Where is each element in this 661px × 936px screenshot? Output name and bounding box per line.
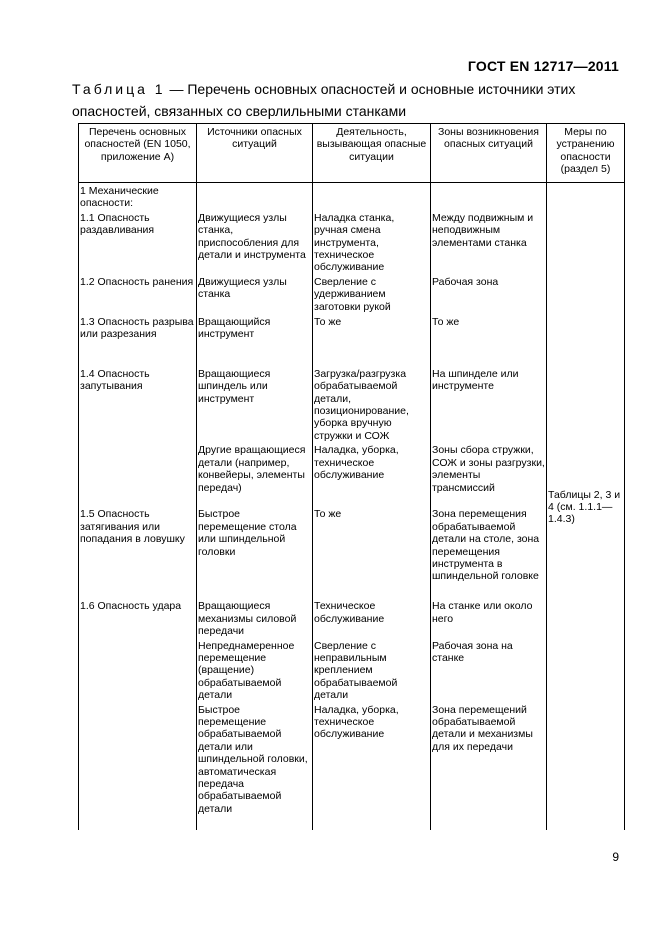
table-row xyxy=(79,314,625,366)
source-cell: Вращающийся инструмент xyxy=(197,314,313,366)
activity-cell xyxy=(313,183,431,210)
zone-cell: Зона перемещений обрабатываемой детали и механизмы для их передачи xyxy=(431,702,547,830)
hazard-cell xyxy=(79,638,197,702)
activity-cell: Загрузка/разгрузка обрабатываемой детали, позиционирование, уборка вручную стружки и СОЖ xyxy=(313,366,431,442)
activity-cell: Наладка, уборка, техническое обслуживание xyxy=(313,442,431,506)
column-header-activity: Деятельность, вызывающая опасные ситуации xyxy=(313,124,431,183)
table-row xyxy=(79,366,625,442)
column-header-hazards: Перечень основных опасностей (EN 1050, приложение А) xyxy=(79,124,197,183)
hazard-cell: 1.2 Опасность ранения xyxy=(79,274,197,314)
activity-cell: Наладка станка, ручная смена инструмента, техническое обслуживание xyxy=(313,210,431,274)
zone-cell: То же xyxy=(431,314,547,366)
table-row xyxy=(79,598,625,637)
activity-cell: Сверление с неправильным креплением обрабатываемой детали xyxy=(313,638,431,702)
source-cell: Быстрое перемещение стола или шпиндельной головки xyxy=(197,506,313,598)
hazard-cell: 1.4 Опасность запутывания xyxy=(79,366,197,442)
zone-cell: На станке или около него xyxy=(431,598,547,637)
table-row xyxy=(79,506,625,598)
source-cell: Непреднамеренное перемещение (вращение) обрабатываемой детали xyxy=(197,638,313,702)
zone-cell: Рабочая зона xyxy=(431,274,547,314)
source-cell: Вращающиеся механизмы силовой передачи xyxy=(197,598,313,637)
table-header-row xyxy=(79,124,625,183)
page-number: 9 xyxy=(612,850,619,864)
hazards-table xyxy=(78,123,625,830)
table-caption-text-continued: опасностей, связанных со сверлильными станками xyxy=(72,103,407,119)
table-row xyxy=(79,274,625,314)
table-caption xyxy=(72,78,612,122)
source-cell: Вращающиеся шпиндель или инструмент xyxy=(197,366,313,442)
zone-cell: На шпинделе или инструменте xyxy=(431,366,547,442)
zone-cell: Зоны сбора стружки, СОЖ и зоны разгрузки, элементы трансмиссий xyxy=(431,442,547,506)
column-header-zones: Зоны возникновения опасных ситуаций xyxy=(431,124,547,183)
source-cell: Движущиеся узлы станка xyxy=(197,274,313,314)
activity-cell: То же xyxy=(313,506,431,598)
zone-cell: Рабочая зона на станке xyxy=(431,638,547,702)
table-row xyxy=(79,442,625,506)
hazard-cell: 1.6 Опасность удара xyxy=(79,598,197,637)
table-row xyxy=(79,210,625,274)
table-row xyxy=(79,702,625,830)
zone-cell: Между подвижным и неподвижным элементами станка xyxy=(431,210,547,274)
measures-cell: Таблицы 2, 3 и 4 (см. 1.1.1— 1.4.3) xyxy=(547,183,625,830)
zone-cell xyxy=(431,183,547,210)
activity-cell: Наладка, уборка, техническое обслуживание xyxy=(313,702,431,830)
table-row xyxy=(79,638,625,702)
table-caption-text: — Перечень основных опасностей и основные источники этих xyxy=(165,81,576,97)
document-header: ГОСТ EN 12717—2011 xyxy=(467,58,619,74)
hazard-cell: 1.3 Опасность разрыва или разрезания xyxy=(79,314,197,366)
hazard-cell xyxy=(79,702,197,830)
source-cell: Быстрое перемещение обрабатываемой детали или шпиндельной головки, автоматическая передача обрабатываемой детали xyxy=(197,702,313,830)
source-cell: Другие вращающиеся детали (например, конвейеры, элементы передач) xyxy=(197,442,313,506)
zone-cell: Зона перемещения обрабатываемой детали на столе, зона перемещения инструмента в шпиндельной головке xyxy=(431,506,547,598)
column-header-measures: Меры по устранению опасности (раздел 5) xyxy=(547,124,625,183)
activity-cell: Техническое обслуживание xyxy=(313,598,431,637)
hazard-cell: 1.1 Опасность раздавливания xyxy=(79,210,197,274)
hazard-cell xyxy=(79,442,197,506)
source-cell: Движущиеся узлы станка, приспособления для детали и инструмента xyxy=(197,210,313,274)
hazard-cell: 1 Механические опасности: xyxy=(79,183,197,210)
table-row xyxy=(79,183,625,210)
column-header-sources: Источники опасных ситуаций xyxy=(197,124,313,183)
hazard-cell: 1.5 Опасность затягивания или попадания в ловушку xyxy=(79,506,197,598)
activity-cell: Сверление с удерживанием заготовки рукой xyxy=(313,274,431,314)
activity-cell: То же xyxy=(313,314,431,366)
source-cell xyxy=(197,183,313,210)
table-caption-label: Таблица 1 xyxy=(72,81,166,97)
